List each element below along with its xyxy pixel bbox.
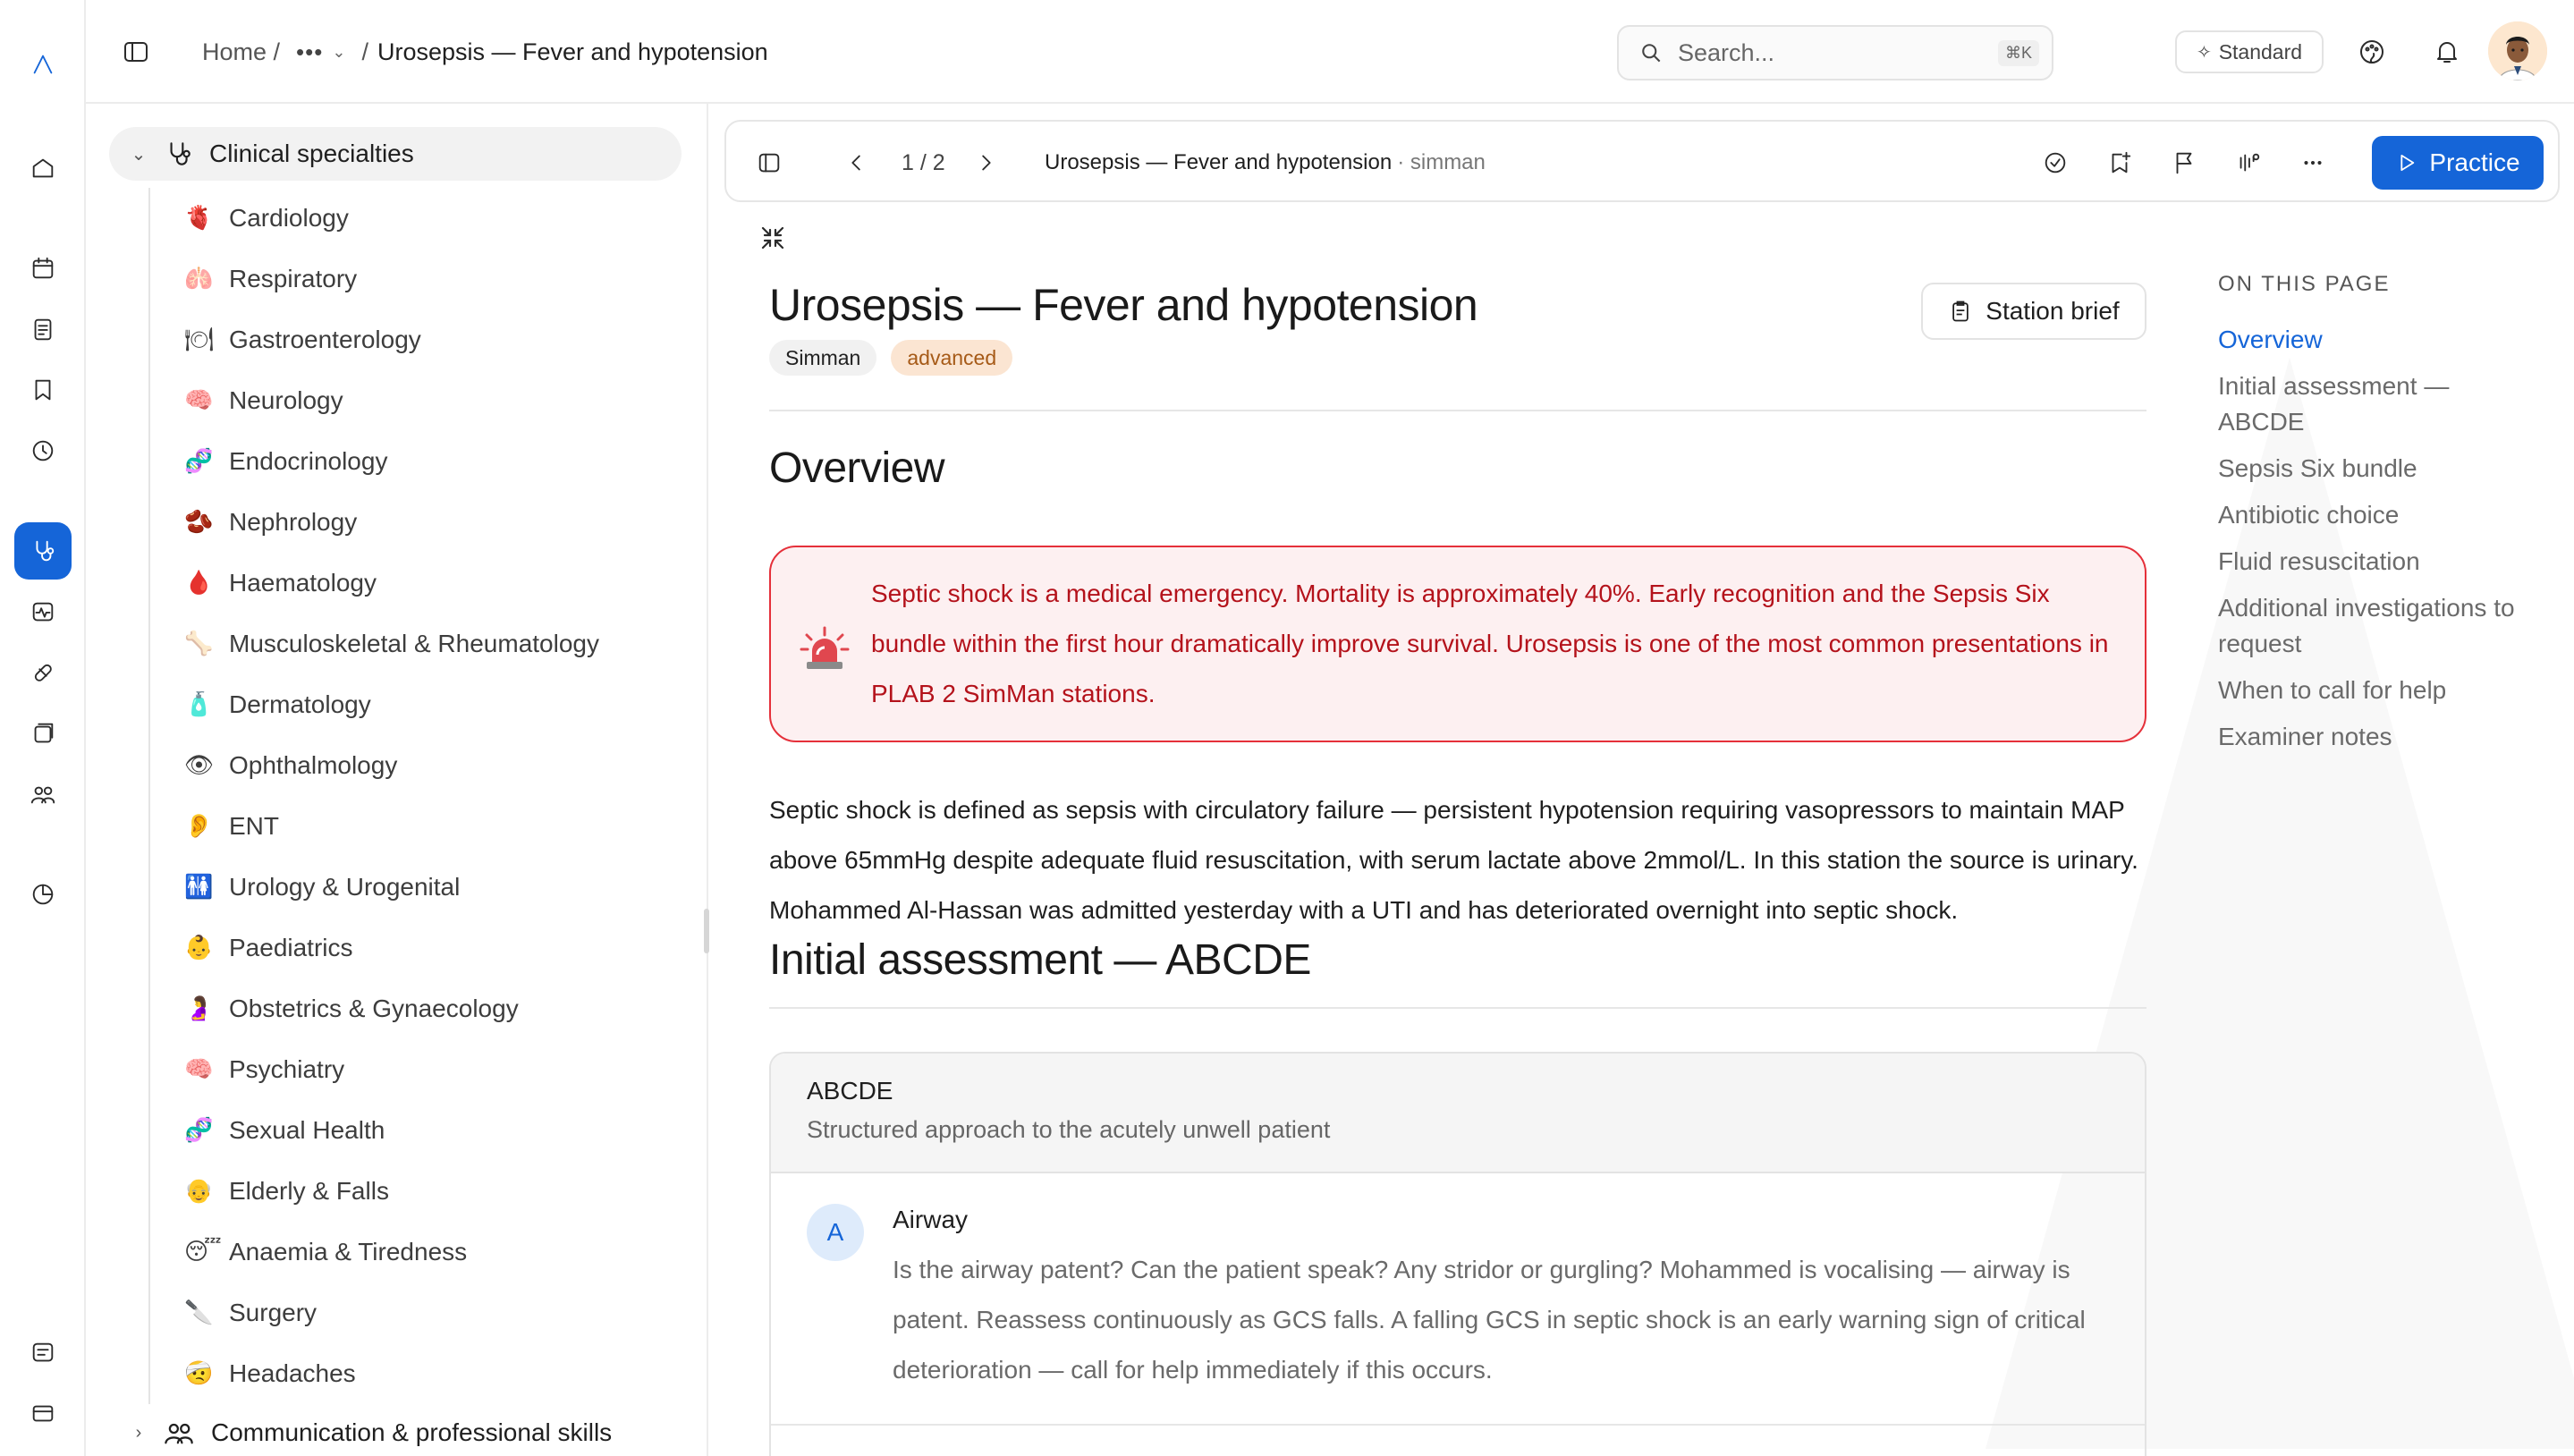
sidebar-item-label: Musculoskeletal & Rheumatology: [229, 630, 599, 657]
sidebar-item-ent[interactable]: [150, 796, 685, 857]
sidebar-toggle-icon[interactable]: [118, 34, 154, 70]
sidebar-item-label: Paediatrics: [229, 934, 353, 961]
plate-icon: 🍽: [184, 326, 215, 353]
toc-item-fluid[interactable]: Fluid resuscitation: [2218, 547, 2420, 575]
chevron-left-icon[interactable]: [839, 145, 875, 181]
bone-icon: 🦴: [184, 631, 214, 657]
pill-icon[interactable]: [21, 651, 64, 694]
flag-icon[interactable]: [2166, 145, 2202, 181]
theme-icon[interactable]: [2354, 34, 2390, 70]
practice-label: Practice: [2429, 148, 2520, 176]
chevron-right-icon[interactable]: [968, 145, 1003, 181]
sidebar-item-label: Ophthalmology: [229, 751, 398, 779]
sidebar-item-elderly[interactable]: [150, 1161, 685, 1222]
eye-icon: 👁: [184, 752, 215, 779]
left-rail: [0, 0, 86, 1456]
sidebar-item-label: Dermatology: [229, 690, 371, 718]
chevron-down-icon[interactable]: ⌄: [131, 144, 147, 165]
sidebar-item-ophthalmology[interactable]: [150, 735, 685, 796]
more-icon[interactable]: [2295, 145, 2331, 181]
monitor-icon[interactable]: [21, 590, 64, 633]
lungs-icon: 🫁: [184, 266, 214, 292]
stethoscope-icon[interactable]: [14, 522, 72, 580]
toc-item-overview[interactable]: Overview: [2218, 326, 2323, 353]
specialty-list: [148, 188, 685, 1404]
sidebar-item-label: ENT: [229, 812, 279, 840]
notes-icon[interactable]: [21, 308, 64, 351]
heart-icon: 🫀: [184, 205, 214, 232]
users-icon: [163, 1417, 195, 1449]
divider: [769, 410, 2146, 411]
bell-icon[interactable]: [2429, 34, 2465, 70]
audio-icon[interactable]: [2231, 145, 2266, 181]
baby-icon: 👶: [184, 935, 214, 961]
sidebar-item-cardiology[interactable]: [150, 188, 685, 249]
bookmark-icon[interactable]: [21, 368, 64, 411]
toc-item-call-for-help[interactable]: When to call for help: [2218, 676, 2447, 704]
sidebar-item-musculoskeletal[interactable]: [150, 614, 685, 674]
abcde-card: [769, 1052, 2146, 1456]
mode-button[interactable]: [2175, 30, 2324, 73]
pregnant-icon: 🤰: [184, 995, 214, 1022]
overview-heading: Overview: [769, 444, 945, 492]
step-body: Is the airway patent? Can the patient speak? Any stridor or gurgling? Mohammed is vocalising — airway is patent. Reassess continuously as GCS falls. A falling GCS in septic shock is an early warning sign of critical deterioration — call for help immediately if this occurs.: [893, 1256, 2086, 1384]
dna-icon: 🧬: [184, 448, 214, 475]
sidebar-item-sexual-health[interactable]: [150, 1100, 685, 1161]
top-bar: [86, 0, 2574, 104]
sidebar-item-neurology[interactable]: [150, 370, 685, 431]
sidebar-item-label: Cardiology: [229, 204, 349, 232]
overview-paragraph: Septic shock is defined as sepsis with circulatory failure — persistent hypotension requiring vasopressors to maintain MAP above 65mmHg despite adequate fluid resuscitation, with serum lactate above 2mmol/L. In this station the source is urinary. Mohammed Al-Hassan was admitted yesterday with a UTI and has deteriorated overnight into septic shock.: [769, 796, 2138, 924]
sidebar-item-anaemia[interactable]: [150, 1222, 685, 1282]
sidebar-item-label: Endocrinology: [229, 447, 388, 475]
divider: [769, 1007, 2146, 1009]
toc-item-antibiotic[interactable]: Antibiotic choice: [2218, 501, 2400, 529]
sidebar-item-label: Elderly & Falls: [229, 1177, 389, 1205]
section-label: Clinical specialties: [209, 140, 414, 167]
toc-item-sepsis-six[interactable]: Sepsis Six bundle: [2218, 454, 2417, 482]
toolbar-title: [1045, 143, 1486, 182]
toolbar-subtitle: · simman: [1397, 150, 1486, 174]
sidebar-item-label: Sexual Health: [229, 1116, 385, 1144]
bookmark-add-icon[interactable]: [2102, 145, 2138, 181]
history-icon[interactable]: [21, 429, 64, 472]
sidebar-item-label: Psychiatry: [229, 1055, 345, 1083]
page-title: Urosepsis — Fever and hypotension: [769, 280, 1478, 330]
search-icon: [1638, 40, 1664, 65]
avatar[interactable]: [2488, 21, 2547, 80]
siren-icon: [798, 622, 851, 676]
divider: [771, 1424, 2145, 1426]
feedback-icon[interactable]: [21, 1331, 64, 1374]
card-title: ABCDE: [807, 1077, 893, 1105]
sidebar-item-label: Surgery: [229, 1299, 318, 1326]
play-icon: [2395, 151, 2418, 174]
breadcrumb-separator: /: [361, 38, 368, 65]
content-toolbar: [724, 120, 2560, 202]
sleepy-icon: 😴: [184, 1239, 222, 1266]
sidebar-item-gastroenterology[interactable]: [150, 309, 685, 370]
sidebar-item-surgery[interactable]: [150, 1282, 685, 1343]
cards-icon[interactable]: [21, 712, 64, 755]
toc-heading: ON THIS PAGE: [2218, 272, 2391, 296]
sidebar-item-label: Haematology: [229, 569, 377, 597]
sidebar-item-label: Anaemia & Tiredness: [229, 1238, 468, 1266]
sidebar-resize-handle[interactable]: [704, 909, 709, 953]
station-brief-button[interactable]: [1921, 283, 2146, 340]
sidebar-item-label: Nephrology: [229, 508, 358, 536]
check-circle-icon[interactable]: [2037, 145, 2073, 181]
headache-icon: 🤕: [184, 1360, 214, 1387]
sidebar-item-endocrinology[interactable]: [150, 431, 685, 492]
emergency-alert: [769, 546, 2146, 742]
sidebar-item-urology[interactable]: [150, 857, 685, 918]
stethoscope-icon: [163, 139, 193, 169]
billing-icon[interactable]: [21, 1392, 64, 1435]
sidebar-item-paediatrics[interactable]: [150, 918, 685, 978]
station-brief-label: Station brief: [1986, 297, 2120, 325]
alert-text: Septic shock is a medical emergency. Mortality is approximately 40%. Early recognition and the Sepsis Six bundle within the first hour dramatically improve survival. Urosepsis is one of the most common presentations in PLAB 2 SimMan stations.: [871, 580, 2109, 707]
kidney-icon: 🫘: [184, 509, 214, 536]
breadcrumb-home[interactable]: Home /: [202, 38, 281, 65]
specialties-sidebar: [86, 104, 708, 1456]
clipboard-icon: [1948, 299, 1973, 324]
card-subtitle: Structured approach to the acutely unwell patient: [807, 1116, 1331, 1143]
search-input[interactable]: [1617, 25, 2053, 80]
sidebar-item-obstetrics[interactable]: [150, 978, 685, 1039]
sidebar-item-label: Obstetrics & Gynaecology: [229, 995, 519, 1022]
page-indicator: 1 / 2: [902, 149, 945, 175]
toc-item-investigations[interactable]: Additional investigations to request: [2218, 594, 2515, 657]
tag-difficulty: advanced: [891, 340, 1012, 376]
sidebar-item-label: Respiratory: [229, 265, 358, 292]
toolbar-title-text: Urosepsis — Fever and hypotension: [1045, 150, 1393, 174]
panel-toggle-icon[interactable]: [751, 145, 787, 181]
brain-icon: 🧠: [184, 387, 214, 414]
toc-item-initial-assessment[interactable]: Initial assessment — ABCDE: [2218, 372, 2450, 436]
elderly-icon: 👴: [184, 1178, 214, 1205]
section-clinical-specialties[interactable]: [109, 127, 682, 181]
breadcrumb-current: Urosepsis — Fever and hypotension: [377, 38, 768, 65]
step-badge: A: [807, 1204, 864, 1261]
table-of-contents: [2218, 272, 2522, 766]
chevron-right-icon[interactable]: ›: [135, 1422, 142, 1443]
sparkle-icon: ✧: [2196, 42, 2212, 63]
restroom-icon: 🚻: [184, 874, 214, 901]
section-communication[interactable]: [109, 1406, 682, 1456]
sidebar-item-label: Gastroenterology: [229, 326, 421, 353]
home-icon[interactable]: [21, 147, 64, 190]
search-placeholder: Search...: [1678, 38, 1775, 66]
breadcrumb-ellipsis[interactable]: •••: [296, 38, 324, 65]
knife-icon: 🔪: [184, 1299, 214, 1326]
sidebar-item-nephrology[interactable]: [150, 492, 685, 553]
card-header: [771, 1054, 2145, 1173]
step-title: Airway: [893, 1206, 969, 1233]
dna-icon: 🧬: [184, 1117, 214, 1144]
users-icon[interactable]: [21, 773, 64, 816]
chevron-down-icon[interactable]: ⌄: [332, 42, 346, 61]
practice-button[interactable]: [2372, 136, 2544, 190]
breadcrumb: [202, 34, 768, 70]
toc-item-examiner-notes[interactable]: Examiner notes: [2218, 723, 2392, 750]
sidebar-item-haematology[interactable]: [150, 553, 685, 614]
sidebar-item-label: Headaches: [229, 1359, 356, 1387]
sidebar-item-label: Urology & Urogenital: [229, 873, 461, 901]
ear-icon: 👂: [184, 813, 214, 840]
app-logo[interactable]: [21, 43, 64, 86]
sidebar-item-headaches[interactable]: [150, 1343, 685, 1404]
tag-list: [769, 340, 1012, 376]
sidebar-item-respiratory[interactable]: [150, 249, 685, 309]
sidebar-item-label: Neurology: [229, 386, 343, 414]
sidebar-item-dermatology[interactable]: [150, 674, 685, 735]
search-shortcut: ⌘K: [1998, 40, 2039, 66]
sidebar-item-psychiatry[interactable]: [150, 1039, 685, 1100]
blood-drop-icon: 🩸: [184, 570, 214, 597]
lotion-icon: 🧴: [184, 691, 214, 718]
analytics-icon[interactable]: [21, 873, 64, 916]
abcde-heading: Initial assessment — ABCDE: [769, 936, 1311, 984]
tag-simman: Simman: [769, 340, 876, 376]
section-label: Communication & professional skills: [211, 1418, 613, 1446]
brain-icon: 🧠: [184, 1056, 214, 1083]
calendar-icon[interactable]: [21, 247, 64, 290]
collapse-icon[interactable]: [758, 224, 787, 252]
mode-label: Standard: [2218, 39, 2303, 63]
